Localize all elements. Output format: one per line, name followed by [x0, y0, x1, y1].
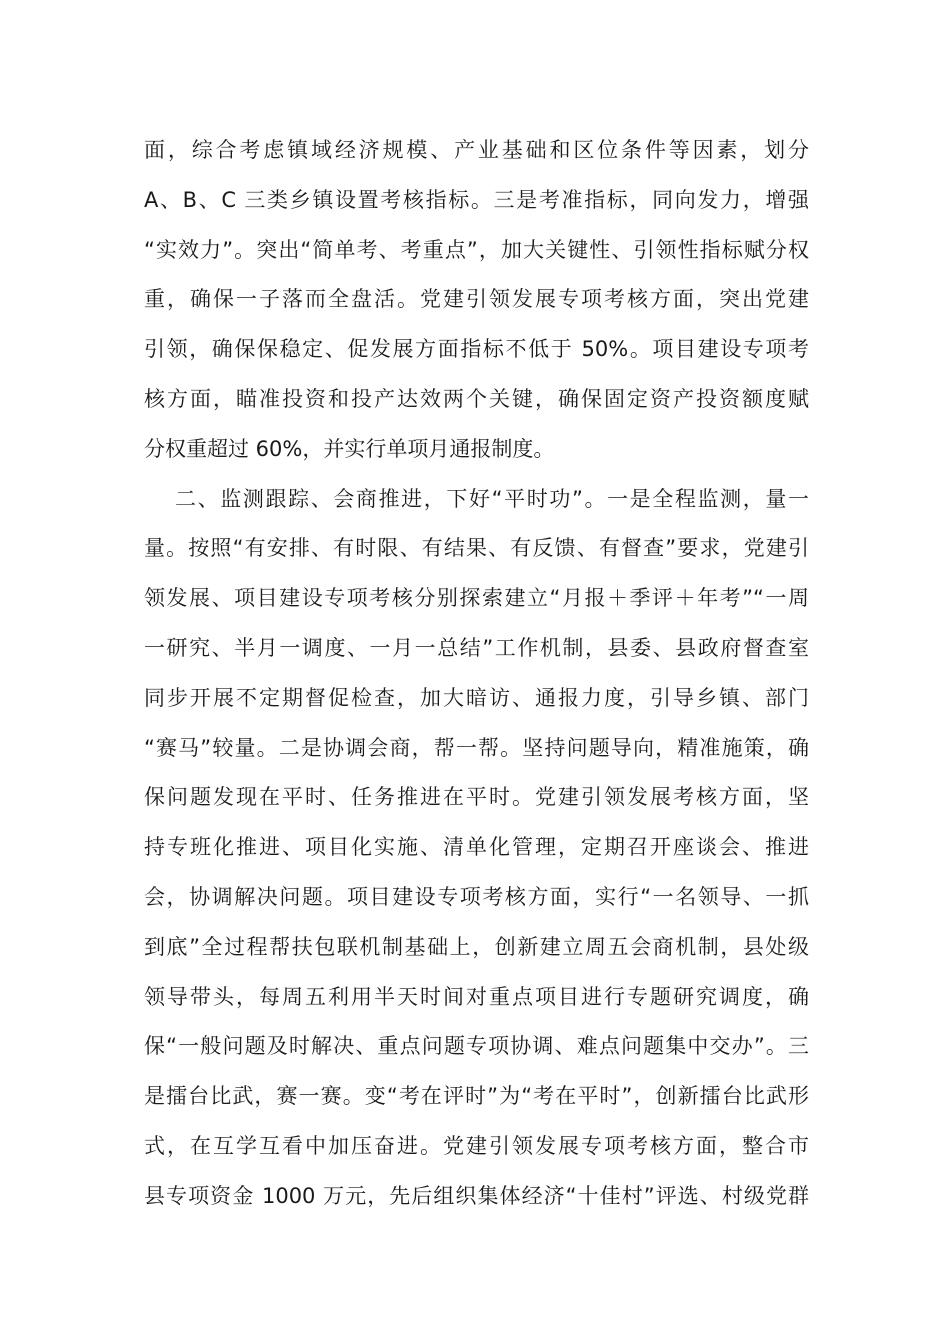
text-line: 面，综合考虑镇域经济规模、产业基础和区位条件等因素，划分: [144, 138, 809, 162]
text-line: “赛马”较量。二是协调会商，帮一帮。坚持问题导向，精准施策，确: [144, 735, 809, 760]
paragraph-start-line: 二、监测跟踪、会商推进，下好“平时功”。一是全程监测，量一: [175, 486, 809, 511]
text-line: “实效力”。突出“简单考、考重点”，加大关键性、引领性指标赋分权: [144, 237, 809, 262]
text-line: 领发展、项目建设专项考核分别探索建立“月报＋季评＋年考”“一周: [144, 586, 809, 611]
text-line: 分权重超过 60%，并实行单项月通报制度。: [144, 436, 555, 461]
text-line: 一研究、半月一调度、一月一总结”工作机制，县委、县政府督查室: [144, 635, 809, 660]
text-line: 保问题发现在平时、任务推进在平时。党建引领发展考核方面，坚: [144, 785, 809, 810]
text-line: A、B、C 三类乡镇设置考核指标。三是考准指标，同向发力，增强: [144, 187, 809, 212]
text-line: 引领，确保保稳定、促发展方面指标不低于 50%。项目建设专项考: [144, 337, 809, 362]
text-line: 持专班化推进、项目化实施、清单化管理，定期召开座谈会、推进: [144, 835, 809, 860]
text-line: 量。按照“有安排、有时限、有结果、有反馈、有督查”要求，党建引: [144, 536, 809, 561]
text-line: 保“一般问题及时解决、重点问题专项协调、难点问题集中交办”。三: [144, 1034, 809, 1059]
text-line: 领导带头，每周五利用半天时间对重点项目进行专题研究调度，确: [144, 984, 809, 1009]
body-text: [144, 126, 809, 1222]
text-line: 到底”全过程帮扶包联机制基础上，创新建立周五会商机制，县处级: [144, 934, 809, 959]
text-line: 重，确保一子落而全盘活。党建引领发展专项考核方面，突出党建: [144, 287, 809, 312]
text-line: 式，在互学互看中加压奋进。党建引领发展专项考核方面，整合市: [144, 1133, 809, 1158]
text-line: 是擂台比武，赛一赛。变“考在评时”为“考在平时”，创新擂台比武形: [144, 1084, 809, 1109]
text-line: 同步开展不定期督促检查，加大暗访、通报力度，引导乡镇、部门: [144, 685, 809, 710]
text-line: 县专项资金 1000 万元，先后组织集体经济“十佳村”评选、村级党群: [144, 1183, 809, 1208]
text-line: 会，协调解决问题。项目建设专项考核方面，实行“一名领导、一抓: [144, 884, 809, 909]
text-line: 核方面，瞄准投资和投产达效两个关键，确保固定资产投资额度赋: [144, 386, 809, 411]
